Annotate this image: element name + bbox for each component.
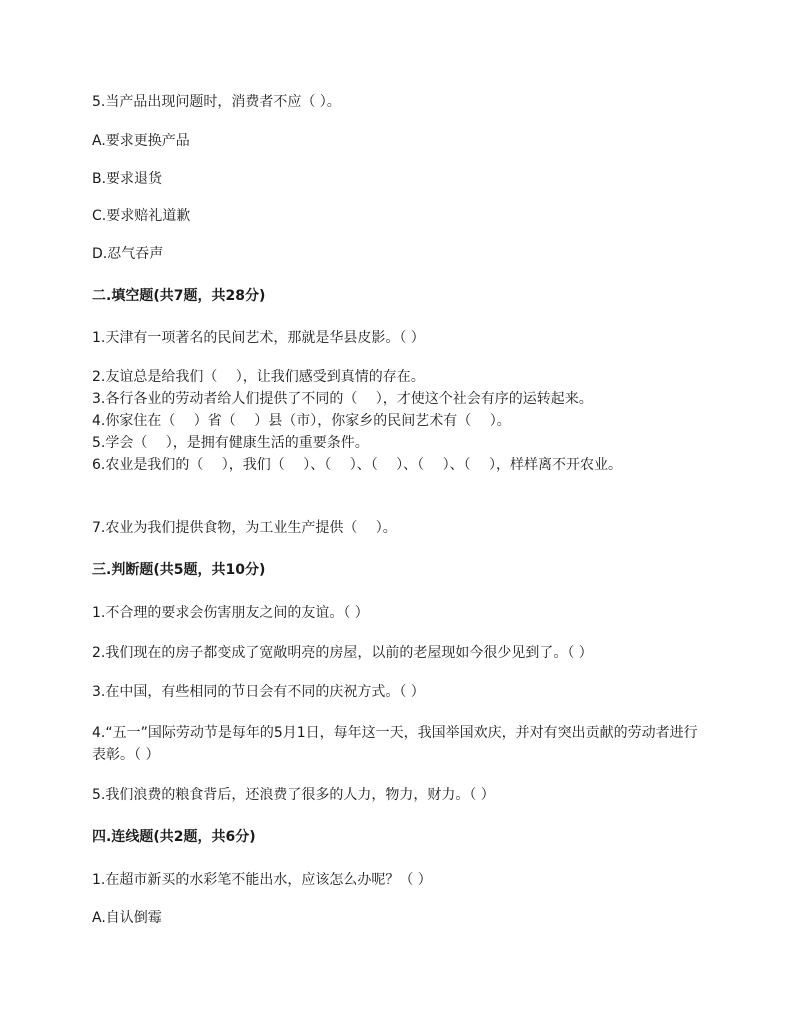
section-heading-true-false: 三.判断题(共5题，共10分) (92, 562, 266, 578)
fill-in-question-3: 3.各行各业的劳动者给人们提供了不同的（ ），才使这个社会有序的运转起来。 (92, 391, 593, 407)
true-false-question-3: 3.在中国，有些相同的节日会有不同的庆祝方式。（ ） (92, 684, 425, 700)
fill-in-question-5: 5.学会（ ），是拥有健康生活的重要条件。 (92, 435, 369, 451)
option-d: D.忍气吞声 (92, 246, 164, 262)
matching-option-a: A.自认倒霉 (92, 910, 162, 926)
section-heading-fill-in: 二.填空题(共7题，共28分) (92, 288, 266, 304)
option-b: B.要求退货 (92, 171, 163, 187)
fill-in-question-4: 4.你家住在（ ）省（ ）县（市），你家乡的民间艺术有（ ）。 (92, 413, 511, 429)
section-heading-matching: 四.连线题(共2题，共6分) (92, 829, 256, 845)
matching-question-1: 1.在超市新买的水彩笔不能出水，应该怎么办呢？（ ） (92, 872, 432, 888)
fill-in-question-6: 6.农业是我们的（ ），我们（ ）、（ ）、（ ）、（ ）、（ ），样样离不开农业。 (92, 457, 623, 473)
true-false-question-2: 2.我们现在的房子都变成了宽敞明亮的房屋，以前的老屋现如今很少见到了。（ ） (92, 645, 593, 661)
option-c: C.要求赔礼道歉 (92, 208, 191, 224)
fill-in-question-7: 7.农业为我们提供食物，为工业生产提供（ ）。 (92, 520, 397, 536)
fill-in-question-2: 2.友谊总是给我们（ ），让我们感受到真情的存在。 (92, 369, 425, 385)
true-false-question-4: 4.“五一”国际劳动节是每年的5月1日，每年这一天，我国举国欢庆，并对有突出贡献的劳动者进行表彰。（ ） (92, 725, 698, 763)
question-5: 5.当产品出现问题时，消费者不应（ ）。 (92, 94, 341, 110)
option-a: A.要求更换产品 (92, 133, 190, 149)
true-false-question-5: 5.我们浪费的粮食背后，还浪费了很多的人力，物力，财力。（ ） (92, 787, 495, 803)
true-false-question-1: 1.不合理的要求会伤害朋友之间的友谊。（ ） (92, 605, 369, 621)
fill-in-question-1: 1.天津有一项著名的民间艺术，那就是华县皮影。（ ） (92, 330, 425, 346)
